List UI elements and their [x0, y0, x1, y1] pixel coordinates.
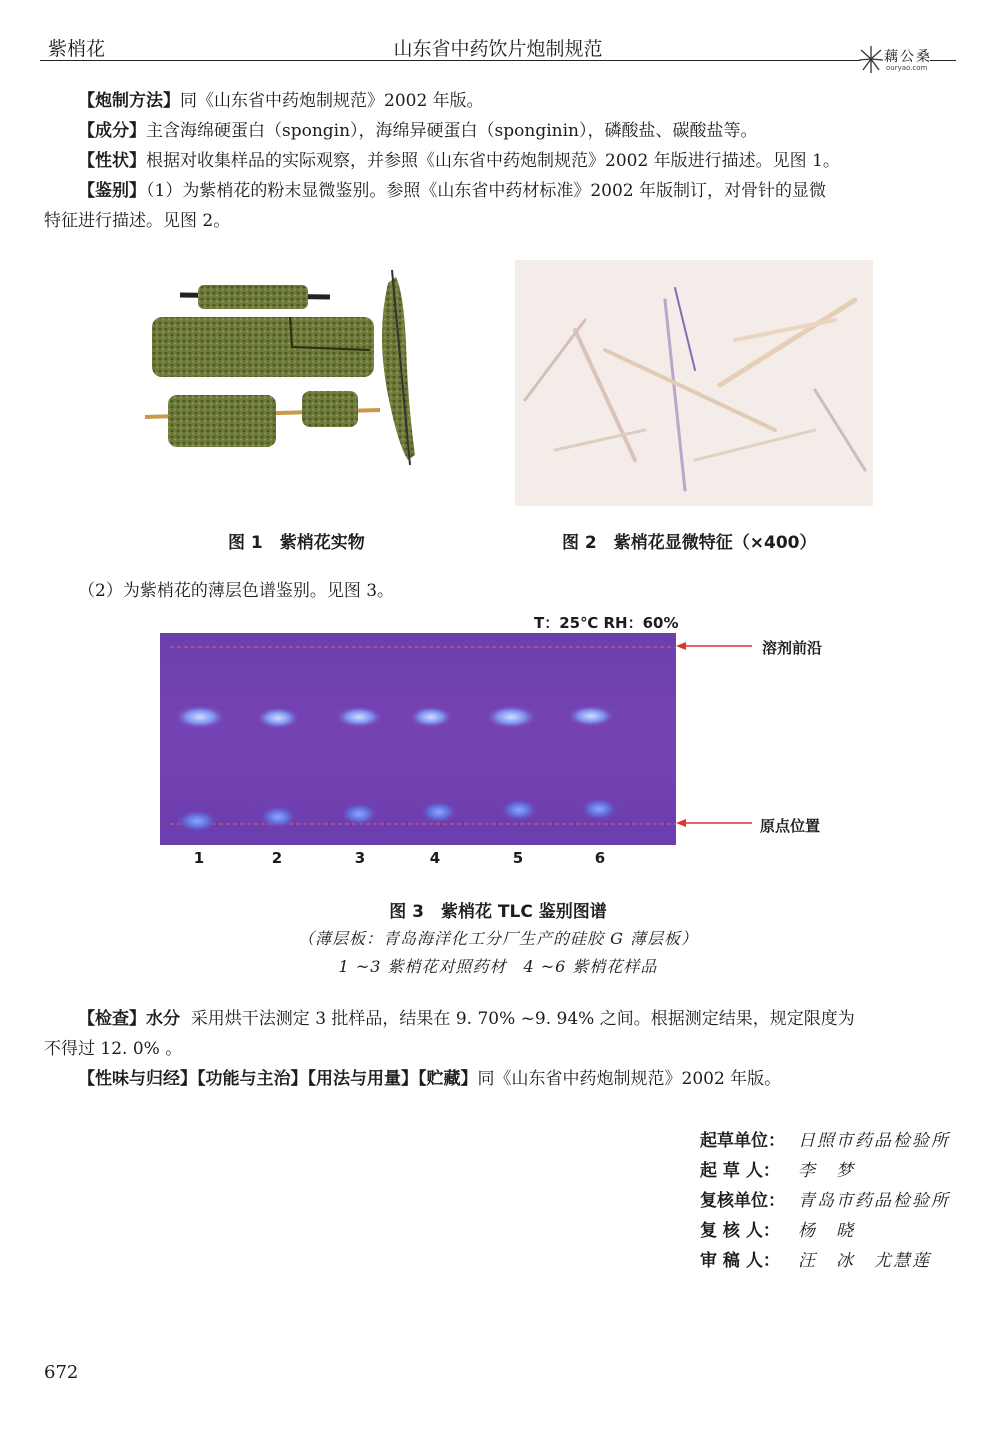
signature-drafter — [700, 1156, 855, 1181]
paragraph-characteristics — [44, 146, 960, 176]
paragraph-inspection — [44, 1004, 960, 1034]
lane-label: 3 — [354, 849, 366, 867]
lane-label: 5 — [512, 849, 524, 867]
header-rule — [40, 60, 860, 61]
tlc-spots — [160, 633, 676, 845]
signature-label: 起草单位： — [700, 1131, 785, 1151]
figure-2-micrograph — [515, 260, 873, 506]
signature-value: 青岛市药品检验所 — [798, 1191, 950, 1211]
paragraph-text: 同《山东省中药炮制规范》2002 年版。 — [477, 1069, 782, 1089]
lane-label: 4 — [429, 849, 441, 867]
upper-spots — [174, 705, 615, 729]
specimen-illustration — [140, 255, 440, 505]
paragraph-identification-cont: 特征进行描述。见图 2。 — [44, 211, 231, 231]
signature-drafting-unit — [700, 1126, 950, 1151]
paragraph-composition — [44, 116, 960, 146]
paragraph-tlc-identification: （2）为紫梢花的薄层色谱鉴别。见图 3。 — [78, 581, 395, 601]
logo-text: 藕公桑 — [884, 49, 932, 65]
signature-value: 汪 冰 尤慧莲 — [798, 1251, 931, 1271]
keyword-label: 【鉴别】 — [78, 181, 146, 201]
paragraph-text: 根据对收集样品的实际观察，并参照《山东省中药炮制规范》2002 年版进行描述。见图 1。 — [146, 151, 840, 171]
signature-value: 李 梦 — [798, 1161, 855, 1181]
lane-label: 1 — [193, 849, 205, 867]
signature-label: 复 核 人： — [700, 1221, 780, 1241]
paragraph-identification — [44, 176, 960, 206]
paragraph-text: 采用烘干法测定 3 批样品，结果在 9. 70% ~9. 94% 之间。根据测定结果，规定限度为 — [190, 1009, 855, 1029]
keyword-label: 【性味与归经】【功能与主治】【用法与用量】【贮藏】 — [78, 1069, 478, 1089]
page-number: 672 — [44, 1362, 79, 1383]
signature-reviewer — [700, 1216, 855, 1241]
paragraph-text: （1）为紫梢花的粉末显微鉴别。参照《山东省中药材标准》2002 年版制订，对骨针的显微 — [146, 181, 826, 201]
lane-label: 6 — [594, 849, 606, 867]
figure-1-photo — [140, 255, 440, 505]
keyword-label: 【炮制方法】 — [78, 91, 180, 111]
signature-label: 复核单位： — [700, 1191, 785, 1211]
paragraph-processing-method — [44, 86, 960, 116]
signature-editor — [700, 1246, 931, 1271]
spicule-illustration — [515, 260, 873, 506]
paragraph-text: 主含海绵硬蛋白（spongin），海绵异硬蛋白（sponginin），磷酸盐、碳酸盐等。 — [146, 121, 758, 141]
solvent-front-label: 溶剂前沿 — [762, 639, 823, 657]
lower-spots — [177, 798, 617, 832]
figure-3-lane-note: 1 ~3 紫梢花对照药材 4 ~6 紫梢花样品 — [338, 957, 658, 976]
lane-label: 2 — [271, 849, 283, 867]
publisher-logo — [858, 42, 958, 76]
keyword-label: 【检查】水分 — [78, 1009, 180, 1029]
logo-icon — [858, 44, 884, 74]
signature-label: 起 草 人： — [700, 1161, 780, 1181]
figure-3-caption: 图 3 紫梢花 TLC 鉴别图谱 — [389, 902, 607, 922]
running-header-title: 山东省中药饮片炮制规范 — [393, 38, 603, 60]
keyword-label: 【成分】 — [78, 121, 146, 141]
signature-value: 杨 晓 — [798, 1221, 855, 1241]
tlc-arrows — [676, 636, 756, 836]
tlc-conditions: T：25℃ RH：60% — [534, 614, 679, 632]
figure-3-plate-note: （薄层板：青岛海洋化工分厂生产的硅胶 G 薄层板） — [298, 929, 698, 948]
origin-label: 原点位置 — [760, 817, 821, 835]
paragraph-inspection-cont: 不得过 12. 0% 。 — [44, 1039, 183, 1059]
keyword-label: 【性状】 — [78, 151, 146, 171]
figure-2-caption: 图 2 紫梢花显微特征（×400） — [562, 533, 817, 553]
signature-review-unit — [700, 1186, 950, 1211]
tlc-plate — [160, 633, 676, 845]
paragraph-text: 同《山东省中药炮制规范》2002 年版。 — [180, 91, 484, 111]
logo-url: ouryao.com — [886, 64, 928, 72]
figure-1-caption: 图 1 紫梢花实物 — [228, 533, 365, 553]
signature-value: 日照市药品检验所 — [798, 1131, 950, 1151]
signature-label: 审 稿 人： — [700, 1251, 780, 1271]
paragraph-other-items — [44, 1064, 960, 1094]
running-header-left: 紫梢花 — [48, 38, 106, 60]
